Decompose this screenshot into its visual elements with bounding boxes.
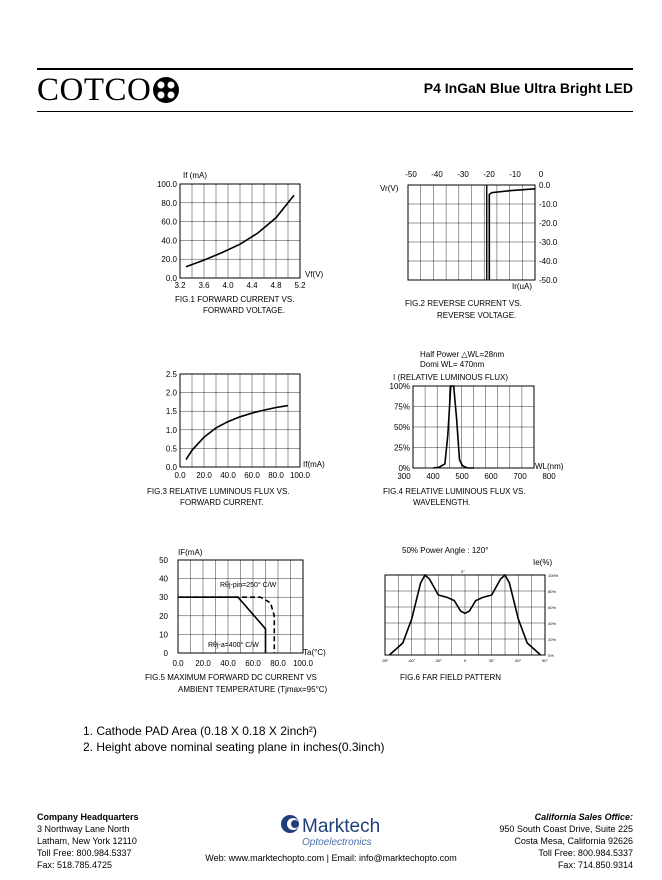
fig5-ytick: 20 — [159, 611, 168, 621]
fig6-ytick: 20% — [548, 637, 557, 642]
fig5-caption-2: AMBIENT TEMPERATURE (Tjmax=95°C) — [178, 685, 328, 694]
note-1: 1. Cathode PAD Area (0.18 X 0.18 X 2inch²) — [83, 724, 317, 738]
fig4-ytick: 25% — [393, 443, 410, 453]
fig2-xtick: -40 — [431, 170, 443, 179]
fig1-xtick: 3.6 — [198, 281, 210, 290]
header-rule-bottom — [37, 111, 633, 112]
fig2-caption-1: FIG.2 REVERSE CURRENT VS. — [405, 299, 522, 308]
fig5-ytick: 40 — [159, 574, 168, 584]
footer-hq-line: Latham, New York 12110 — [37, 836, 137, 846]
fig5-xtick: 40.0 — [220, 659, 236, 668]
fig1-xtick: 4.4 — [246, 281, 258, 290]
fig6-xtick: -60° — [407, 658, 416, 663]
fig3-xtick: 60.0 — [244, 471, 260, 480]
fig5-xtick: 100.0 — [292, 659, 314, 668]
fig3-ytick: 0.5 — [165, 444, 177, 454]
fig5-plot — [159, 556, 313, 668]
footer-hq-line: 3 Northway Lane North — [37, 824, 130, 834]
fig6-ylabel: Ie(%) — [533, 558, 553, 567]
fig1-xtick: 4.8 — [270, 281, 282, 290]
fig5-ytick: 30 — [159, 593, 168, 603]
footer-hq-line: Fax: 518.785.4725 — [37, 860, 113, 870]
fig1-plot — [157, 180, 306, 290]
fig6-xtick: 60° — [515, 658, 522, 663]
fig3-xtick: 0.0 — [174, 471, 186, 480]
fig2-ytick: -20.0 — [539, 219, 558, 228]
fig6-xtick: 90° — [541, 658, 549, 663]
fig5-label-a: Rθj-a=400° C/W — [208, 642, 259, 649]
fig4-chart — [375, 345, 590, 510]
fig4-xtick: 400 — [426, 472, 440, 481]
fig4-caption-2: WAVELENGTH. — [413, 498, 471, 507]
fig3-ytick: 0.0 — [165, 463, 177, 472]
fig1-xlabel: Vf(V) — [305, 270, 324, 279]
fig6-plot — [381, 573, 558, 663]
fig3-series-line — [186, 406, 288, 460]
fig2-ytick: -10.0 — [539, 200, 558, 209]
fig4-plot — [390, 382, 557, 481]
fig4-ylabel: I (RELATIVE LUMINOUS FLUX) — [393, 373, 508, 382]
fig6-caption: FIG.6 FAR FIELD PATTERN — [400, 673, 502, 682]
header-rule-top — [37, 68, 633, 70]
fig5-ytick: 0 — [163, 649, 168, 658]
fig5-xtick: 20.0 — [195, 659, 211, 668]
fig1-ytick: 20.0 — [161, 255, 177, 265]
footer-ca-title: California Sales Office: — [534, 812, 633, 822]
fig5-chart — [140, 545, 370, 700]
fig2-series-line — [489, 189, 535, 280]
fig2-xtick: -30 — [457, 170, 469, 179]
fig2-chart — [375, 165, 590, 325]
fig6-xtick: 0 — [463, 658, 467, 663]
fig5-ytick: 10 — [159, 630, 168, 640]
fig5-xtick: 0.0 — [172, 659, 184, 668]
fig6-xtick: -90° — [381, 658, 389, 663]
fig1-ytick: 0.0 — [165, 274, 177, 283]
fig6-ytick: 40% — [548, 621, 557, 626]
fig2-caption-2: REVERSE VOLTAGE. — [437, 311, 517, 320]
fig5-xlabel: Ta(°C) — [303, 648, 326, 657]
fig3-xtick: 20.0 — [196, 471, 212, 480]
document-title: P4 InGaN Blue Ultra Bright LED — [423, 80, 633, 96]
fig3-xtick: 80.0 — [268, 471, 284, 480]
fig3-chart — [140, 365, 360, 510]
fig3-ytick: 1.0 — [165, 425, 177, 435]
fig1-chart — [140, 165, 360, 320]
fig4-ytick: 0% — [398, 464, 410, 473]
fig1-caption-1: FIG.1 FORWARD CURRENT VS. — [175, 295, 295, 304]
fig1-ytick: 80.0 — [161, 198, 177, 208]
fig3-xlabel: If(mA) — [303, 460, 325, 469]
fig4-xtick: 700 — [513, 472, 527, 481]
fig1-ytick: 100.0 — [156, 180, 177, 189]
footer-ca-line: Costa Mesa, California 92626 — [514, 836, 633, 846]
fig2-ytick: -40.0 — [539, 257, 558, 266]
fig6-xtick: 30° — [488, 658, 495, 663]
fig3-ytick: 2.5 — [165, 370, 177, 379]
fig2-xtick: -50 — [405, 170, 417, 179]
fig5-label-pin: Rθj-pin=250° C/W — [220, 582, 277, 589]
fig6-ytick: 60% — [548, 605, 557, 610]
fig4-caption-1: FIG.4 RELATIVE LUMINOUS FLUX VS. — [383, 487, 526, 496]
fig2-xtick: 0 — [538, 170, 544, 179]
fig1-xtick: 4.0 — [222, 281, 234, 290]
fig2-xlabel: Ir(uA) — [512, 282, 532, 291]
fig3-xtick: 40.0 — [220, 471, 236, 480]
footer-hq-title: Company Headquarters — [37, 812, 139, 822]
fig3-ytick: 1.5 — [165, 407, 177, 417]
fig1-ytick: 60.0 — [161, 217, 177, 227]
footer-ca-line: 950 South Coast Drive, Suite 225 — [499, 824, 633, 834]
fig6-ytick: 80% — [548, 589, 557, 594]
fig4-ytick: 75% — [393, 402, 410, 412]
fig2-plot — [405, 170, 558, 285]
marktech-logo-sub: Optoelectronics — [302, 837, 372, 848]
fig2-ytick: -30.0 — [539, 238, 558, 247]
fig6-title: 50% Power Angle : 120° — [402, 546, 489, 555]
fig6-xtick: -30° — [434, 658, 443, 663]
fig6-chart — [375, 540, 575, 685]
footer-hq-line: Toll Free: 800.984.5337 — [37, 848, 132, 858]
fig2-ylabel: Vr(V) — [380, 184, 399, 193]
fig4-xtick: 500 — [455, 472, 469, 481]
fig1-xtick: 3.2 — [174, 281, 186, 290]
fig5-ylabel: IF(mA) — [178, 548, 203, 557]
fig3-ytick: 2.0 — [165, 388, 177, 398]
fig4-xtick: 800 — [542, 472, 556, 481]
fig6-top-tick: 0° — [461, 569, 465, 574]
fig4-note-1: Half Power △WL=28nm — [420, 350, 505, 359]
footer-web-email: Web: www.marktechopto.com | Email: info@marktechopto.com — [205, 853, 457, 863]
fig2-ytick: 0.0 — [539, 181, 551, 190]
footer-ca-line: Fax: 714.850.9314 — [557, 860, 633, 870]
fig5-caption-1: FIG.5 MAXIMUM FORWARD DC CURRENT VS — [145, 673, 317, 682]
fig1-ytick: 40.0 — [161, 236, 177, 246]
fig6-ytick: 0% — [548, 653, 554, 658]
fig2-xtick: -20 — [483, 170, 495, 179]
fig1-caption-2: FORWARD VOLTAGE. — [203, 306, 285, 315]
fig2-xtick: -10 — [509, 170, 521, 179]
footer-ca-line: Toll Free: 800.984.5337 — [538, 848, 633, 858]
brand-logo-mark — [150, 76, 182, 109]
fig5-ytick: 50 — [159, 556, 168, 565]
fig4-xlabel: WL(nm) — [535, 462, 564, 471]
fig4-note-2: Domi WL= 470nm — [420, 360, 485, 369]
fig3-caption-1: FIG.3 RELATIVE LUMINOUS FLUX VS. — [147, 487, 290, 496]
fig4-xtick: 600 — [484, 472, 498, 481]
fig3-plot — [166, 370, 311, 480]
fig4-ytick: 100% — [389, 382, 410, 391]
fig4-xtick: 300 — [397, 472, 411, 481]
marktech-logo-name: Marktech — [302, 816, 381, 837]
note-2: 2. Height above nominal seating plane in inches(0.3inch) — [83, 740, 385, 754]
fig1-ylabel: If (mA) — [183, 171, 207, 180]
fig3-caption-2: FORWARD CURRENT. — [180, 498, 264, 507]
fig2-ytick: -50.0 — [539, 276, 558, 285]
fig6-ytick: 100% — [548, 573, 559, 578]
marktech-logo — [278, 812, 398, 855]
fig3-xtick: 100.0 — [289, 471, 311, 480]
fig5-xtick: 80.0 — [270, 659, 286, 668]
fig5-xtick: 60.0 — [245, 659, 261, 668]
fig4-ytick: 50% — [393, 423, 410, 432]
brand-logo: COTCO — [37, 72, 152, 108]
fig1-xtick: 5.2 — [294, 281, 306, 290]
